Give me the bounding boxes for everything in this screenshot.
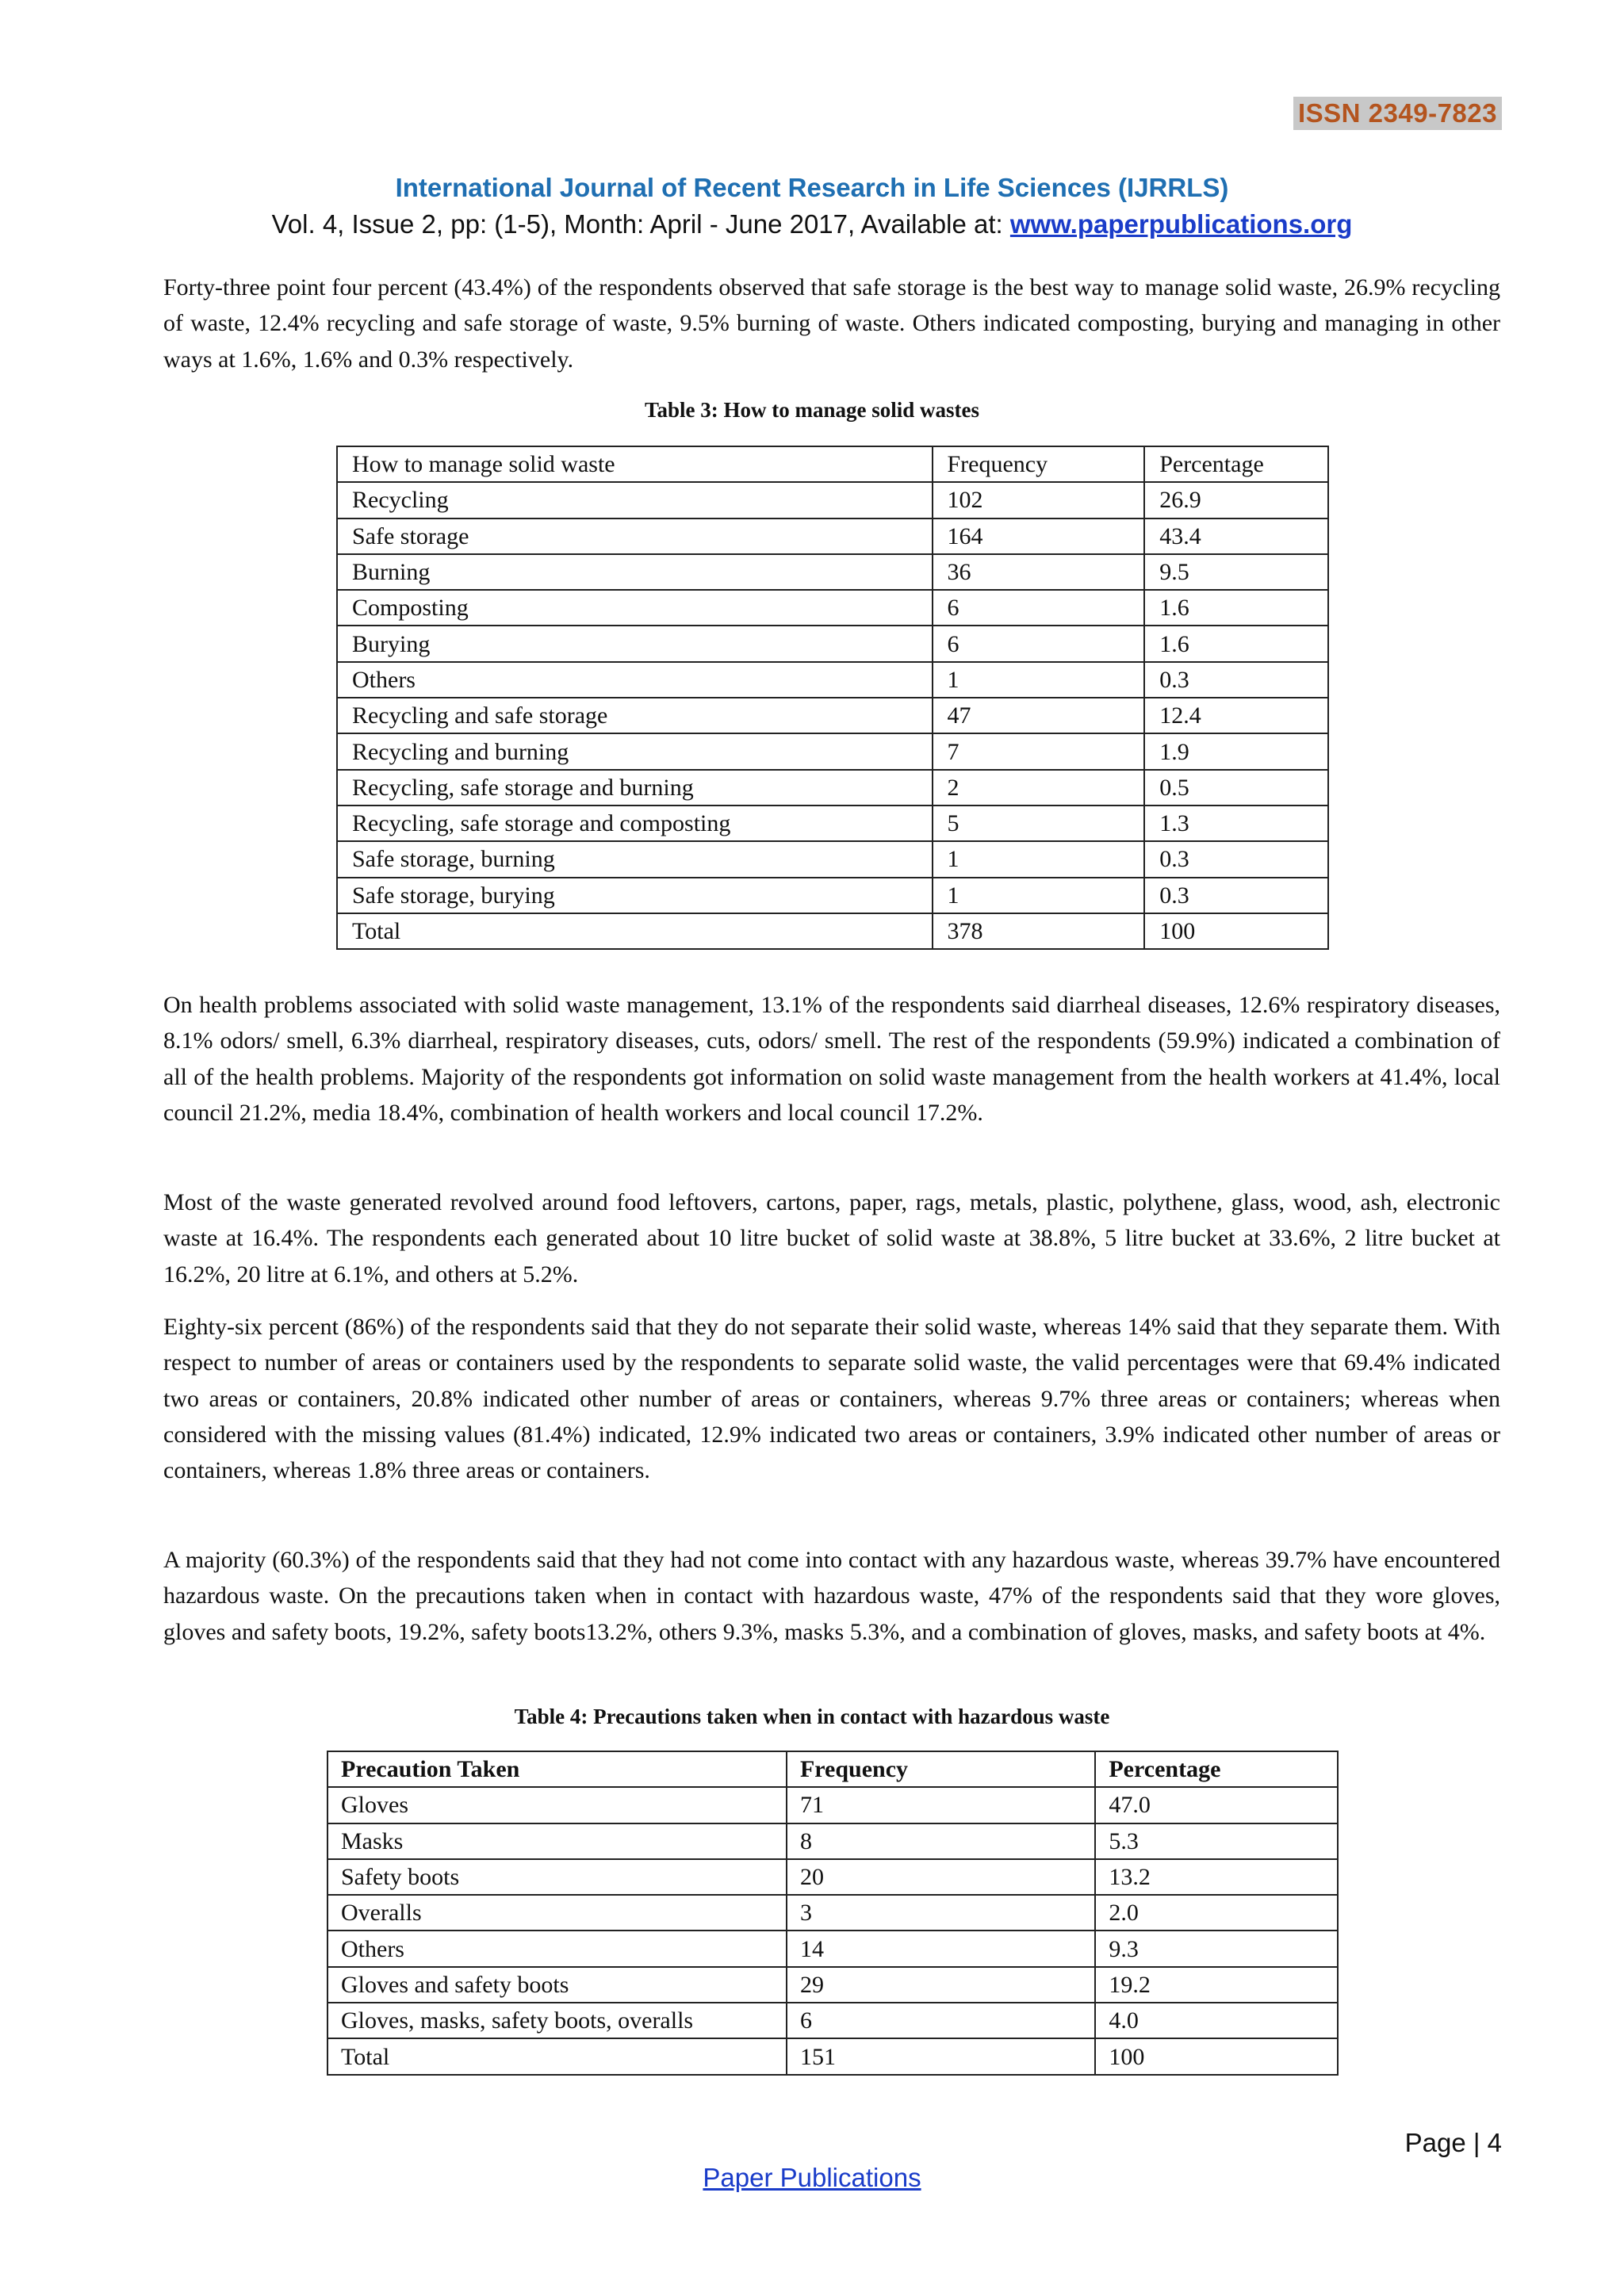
table-cell: 6 <box>933 590 1145 626</box>
table-cell: 7 <box>933 733 1145 769</box>
table-cell: 151 <box>787 2038 1095 2074</box>
table-cell: 6 <box>933 626 1145 661</box>
table-cell: Recycling, safe storage and composting <box>337 806 933 841</box>
table-row <box>327 1787 1338 1823</box>
table-cell: 47.0 <box>1095 1787 1338 1823</box>
table-row <box>337 698 1328 733</box>
table-cell: 43.4 <box>1144 519 1328 554</box>
table-cell: Percentage <box>1144 446 1328 482</box>
table-row <box>337 806 1328 841</box>
table-cell: 100 <box>1095 2038 1338 2074</box>
table-row <box>337 733 1328 769</box>
table-cell: Total <box>327 2038 787 2074</box>
publisher-link[interactable]: Paper Publications <box>703 2163 921 2192</box>
page-number: Page | 4 <box>1404 2128 1502 2157</box>
table-cell: 29 <box>787 1967 1095 2003</box>
paragraph-waste-separation: Eighty-six percent (86%) of the respondents said that they do not separate their solid waste, whereas 14% said that they separate them. With respect to number of areas or containers used by the respondents to separate solid waste, the valid percentages were that 69.4% indicated two areas or containers, 20.8% indicated other number of areas or containers, whereas 9.7% three areas or containers; whereas when considered with the missing values (81.4%) indicated, 12.9% indicated two areas or containers, 3.9% indicated other number of areas or containers, whereas 1.8% three areas or containers. <box>163 1314 1500 1484</box>
paragraph-waste-generated: Most of the waste generated revolved around food leftovers, cartons, paper, rags, metals, plastic, polythene, glass, wood, ash, electronic waste at 16.4%. The respondents each generated about 10 litre bucket of solid waste at 38.8%, 5 litre bucket at 33.6%, 2 litre bucket at 16.2%, 20 litre at 6.1%, and others at 5.2%. <box>163 1189 1500 1288</box>
table-cell: Recycling, safe storage and burning <box>337 770 933 806</box>
table-row <box>327 1931 1338 1966</box>
table-cell: Percentage <box>1095 1751 1338 1787</box>
table-cell: Frequency <box>933 446 1145 482</box>
table-cell: Gloves and safety boots <box>327 1967 787 2003</box>
table-cell: Others <box>327 1931 787 1966</box>
table-cell: Safety boots <box>327 1859 787 1895</box>
table3-caption: Table 3: How to manage solid wastes <box>644 398 980 422</box>
footer <box>0 2163 1624 2193</box>
volume-line <box>0 209 1624 239</box>
table-row <box>327 1967 1338 2003</box>
table-cell: 1 <box>933 841 1145 877</box>
table-cell: 0.3 <box>1144 878 1328 913</box>
table-cell: 20 <box>787 1859 1095 1895</box>
table-row <box>337 662 1328 698</box>
table-cell: Masks <box>327 1823 787 1859</box>
table-cell: 14 <box>787 1931 1095 1966</box>
table-row <box>337 913 1328 949</box>
table-cell: Gloves, masks, safety boots, overalls <box>327 2003 787 2038</box>
table-row <box>337 482 1328 518</box>
table3 <box>336 446 1329 950</box>
table-cell: 1 <box>933 878 1145 913</box>
table-row <box>337 878 1328 913</box>
table-cell: Recycling and safe storage <box>337 698 933 733</box>
table-row <box>327 1823 1338 1859</box>
table-cell: Composting <box>337 590 933 626</box>
table-row <box>337 590 1328 626</box>
table-cell: Recycling <box>337 482 933 518</box>
table-row <box>337 554 1328 590</box>
table-cell: 1 <box>933 662 1145 698</box>
table-cell: 0.3 <box>1144 841 1328 877</box>
table-row <box>327 1859 1338 1895</box>
table-cell: 1.9 <box>1144 733 1328 769</box>
table-header-row <box>327 1751 1338 1787</box>
table-cell: 0.3 <box>1144 662 1328 698</box>
table-cell: Recycling and burning <box>337 733 933 769</box>
table4-caption: Table 4: Precautions taken when in contact with hazardous waste <box>514 1705 1110 1728</box>
table-cell: 9.3 <box>1095 1931 1338 1966</box>
table-header-row <box>337 446 1328 482</box>
table-row <box>327 2003 1338 2038</box>
table-cell: How to manage solid waste <box>337 446 933 482</box>
table-cell: Total <box>337 913 933 949</box>
table-cell: 164 <box>933 519 1145 554</box>
table-cell: 6 <box>787 2003 1095 2038</box>
table4 <box>327 1751 1339 2076</box>
table-cell: 13.2 <box>1095 1859 1338 1895</box>
table-row <box>337 519 1328 554</box>
table-row <box>337 626 1328 661</box>
paragraph-waste-management: Forty-three point four percent (43.4%) of the respondents observed that safe storage is the best way to manage solid waste, 26.9% recycling of waste, 12.4% recycling and safe storage of waste, 9.5% burning of waste. Others indicated composting, burying and managing in other ways at 1.6%, 1.6% and 0.3% respectively. <box>163 274 1500 373</box>
table-cell: 378 <box>933 913 1145 949</box>
table-row <box>337 770 1328 806</box>
table-cell: Burning <box>337 554 933 590</box>
table-cell: Burying <box>337 626 933 661</box>
table-cell: 1.6 <box>1144 626 1328 661</box>
volume-text: Vol. 4, Issue 2, pp: (1-5), Month: April - June 2017, Available at: <box>271 209 1010 239</box>
table-cell: 47 <box>933 698 1145 733</box>
table-cell: 100 <box>1144 913 1328 949</box>
table-cell: 19.2 <box>1095 1967 1338 2003</box>
table-cell: 2.0 <box>1095 1895 1338 1931</box>
table-cell: Frequency <box>787 1751 1095 1787</box>
table-cell: Precaution Taken <box>327 1751 787 1787</box>
table-cell: Safe storage <box>337 519 933 554</box>
table-cell: Others <box>337 662 933 698</box>
table-cell: Gloves <box>327 1787 787 1823</box>
paragraph-hazardous-waste: A majority (60.3%) of the respondents said that they had not come into contact with any hazardous waste, whereas 39.7% have encountered hazardous waste. On the precautions taken when in contact with hazardous waste, 47% of the respondents said that they wore gloves, gloves and safety boots, 19.2%, safety boots13.2%, others 9.3%, masks 5.3%, and a combination of gloves, masks, and safety boots at 4%. <box>163 1547 1500 1645</box>
table-cell: 102 <box>933 482 1145 518</box>
table-cell: 5.3 <box>1095 1823 1338 1859</box>
table-cell: 26.9 <box>1144 482 1328 518</box>
table-cell: 1.3 <box>1144 806 1328 841</box>
journal-url-link[interactable]: www.paperpublications.org <box>1009 209 1353 239</box>
table-cell: Overalls <box>327 1895 787 1931</box>
table-cell: 9.5 <box>1144 554 1328 590</box>
table-row <box>327 1895 1338 1931</box>
table-cell: 3 <box>787 1895 1095 1931</box>
table-cell: 2 <box>933 770 1145 806</box>
table-cell: Safe storage, burning <box>337 841 933 877</box>
table-cell: 71 <box>787 1787 1095 1823</box>
table-cell: Safe storage, burying <box>337 878 933 913</box>
table-cell: 8 <box>787 1823 1095 1859</box>
paragraph-health-problems: On health problems associated with solid waste management, 13.1% of the respondents said diarrheal diseases, 12.6% respiratory diseases, 8.1% odors/ smell, 6.3% diarrheal, respiratory diseases, cuts, odors/ smell. The rest of the respondents (59.9%) indicated a combination of all of the health problems. Majority of the respondents got information on solid waste management from the health workers at 41.4%, local council 21.2%, media 18.4%, combination of health workers and local council 17.2%. <box>163 992 1500 1126</box>
table-cell: 0.5 <box>1144 770 1328 806</box>
issn-badge: ISSN 2349-7823 <box>1293 97 1502 130</box>
table-cell: 5 <box>933 806 1145 841</box>
table-row <box>337 841 1328 877</box>
table-cell: 4.0 <box>1095 2003 1338 2038</box>
table-cell: 1.6 <box>1144 590 1328 626</box>
table-row <box>327 2038 1338 2074</box>
table-cell: 12.4 <box>1144 698 1328 733</box>
table-cell: 36 <box>933 554 1145 590</box>
journal-title: International Journal of Recent Research in Life Sciences (IJRRLS) <box>395 173 1229 202</box>
